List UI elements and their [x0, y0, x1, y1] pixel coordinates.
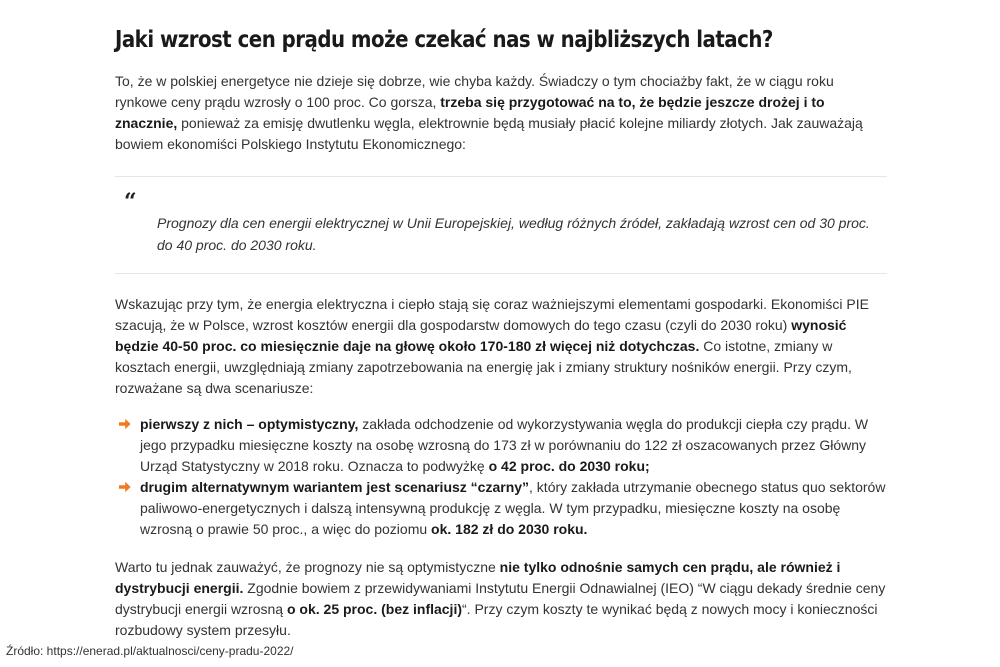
- bullet-1-bold-1: pierwszy z nich – optymistyczny,: [140, 416, 359, 432]
- arrow-right-icon: [118, 480, 132, 494]
- bullet-2-bold-1: drugim alternatywnym wariantem jest scenariusz “czarny”: [140, 479, 530, 495]
- bullet-2-text-1: , który zakłada utrzymanie obecnego status quo sektorów paliwowo-energetycznych i dalszą intensywną produkcję z węgla. W tym przypadku, miesięczne koszty na osobę wzrosną o prawie 50 proc., a więc do poziomu: [140, 479, 886, 537]
- bullet-1-text-1: zakłada odchodzenie od wykorzystywania węgla do produkcji ciepła czy prądu. W jego przypadku miesięczne koszty na osobę wzrosną do 173 zł w porównaniu do 122 zł oszacowanych przez Główny Urząd Statystyczny w 2018 roku. Oznacza to podwyżkę: [140, 416, 869, 474]
- quote-text: Prognozy dla cen energii elektrycznej w Unii Europejskiej, według różnych źródeł, zakładają wzrost cen od 30 proc. do 40 proc. do 2030 roku.: [157, 215, 870, 253]
- arrow-right-icon: [118, 417, 132, 431]
- list-item: [115, 477, 887, 540]
- para3-text-1: Warto tu jednak zauważyć, że prognozy nie są optymistyczne: [115, 559, 500, 575]
- source-caption: Źródło: https://enerad.pl/aktualnosci/ceny-pradu-2022/: [6, 644, 294, 658]
- article: [115, 22, 887, 641]
- bullet-1-bold-2: o 42 proc. do 2030 roku;: [488, 458, 650, 474]
- intro-text-2: ponieważ za emisję dwutlenku węgla, elektrownie będą musiały płacić kolejne miliardy złotych. Jak zauważają bowiem ekonomiści Polskiego Instytutu Ekonomicznego:: [115, 115, 863, 152]
- para3-text-2: Zgodnie bowiem z przewidywaniami Instytutu Energii Odnawialnej (IEO) “W ciągu dekady średnie ceny dystrybucji energii wzrosną: [115, 580, 886, 617]
- article-title: Jaki wzrost cen prądu może czekać nas w najbliższych latach?: [115, 27, 773, 53]
- paragraph-3: [115, 557, 887, 641]
- intro-paragraph: [115, 71, 887, 155]
- paragraph-2: [115, 294, 887, 399]
- para3-bold-1: nie tylko odnośnie samych cen prądu, ale również i dystrybucji energii.: [115, 559, 841, 596]
- intro-bold-1: trzeba się przygotować na to, że będzie jeszcze drożej i to znacznie,: [115, 94, 825, 131]
- quote-mark-icon: “: [124, 189, 137, 215]
- blockquote: [115, 176, 887, 274]
- list-item: [115, 414, 887, 477]
- para3-bold-2: o ok. 25 proc. (bez inflacji): [286, 601, 463, 617]
- scenario-list: [115, 414, 887, 540]
- para2-text-2: Co istotne, zmiany w kosztach energii, uwzględniają zmiany zapotrzebowania na energię jak i zmiany struktury nośników energii. Przy czym, rozważane są dwa scenariusze:: [115, 338, 852, 396]
- para2-text-1: Wskazując przy tym, że energia elektryczna i ciepło stają się coraz ważniejszymi elementami gospodarki. Ekonomiści PIE szacują, że w Polsce, wzrost kosztów energii dla gospodarstw domowych do tego czasu (czyli do 2030 roku): [115, 296, 869, 333]
- intro-text-1: To, że w polskiej energetyce nie dzieje się dobrze, wie chyba każdy. Świadczy o tym chociażby fakt, że w ciągu roku rynkowe ceny prądu wzrosły o 100 proc. Co gorsza,: [115, 73, 834, 110]
- para3-text-3: “. Przy czym koszty te wynikać będą z nowych mocy i konieczności rozbudowy system przesyłu.: [115, 601, 878, 638]
- bullet-2-bold-2: ok. 182 zł do 2030 roku.: [431, 521, 588, 537]
- para2-bold-1: wynosić będzie 40-50 proc. co miesięcznie daje na głowę około 170-180 zł więcej niż dotychczas.: [115, 317, 847, 354]
